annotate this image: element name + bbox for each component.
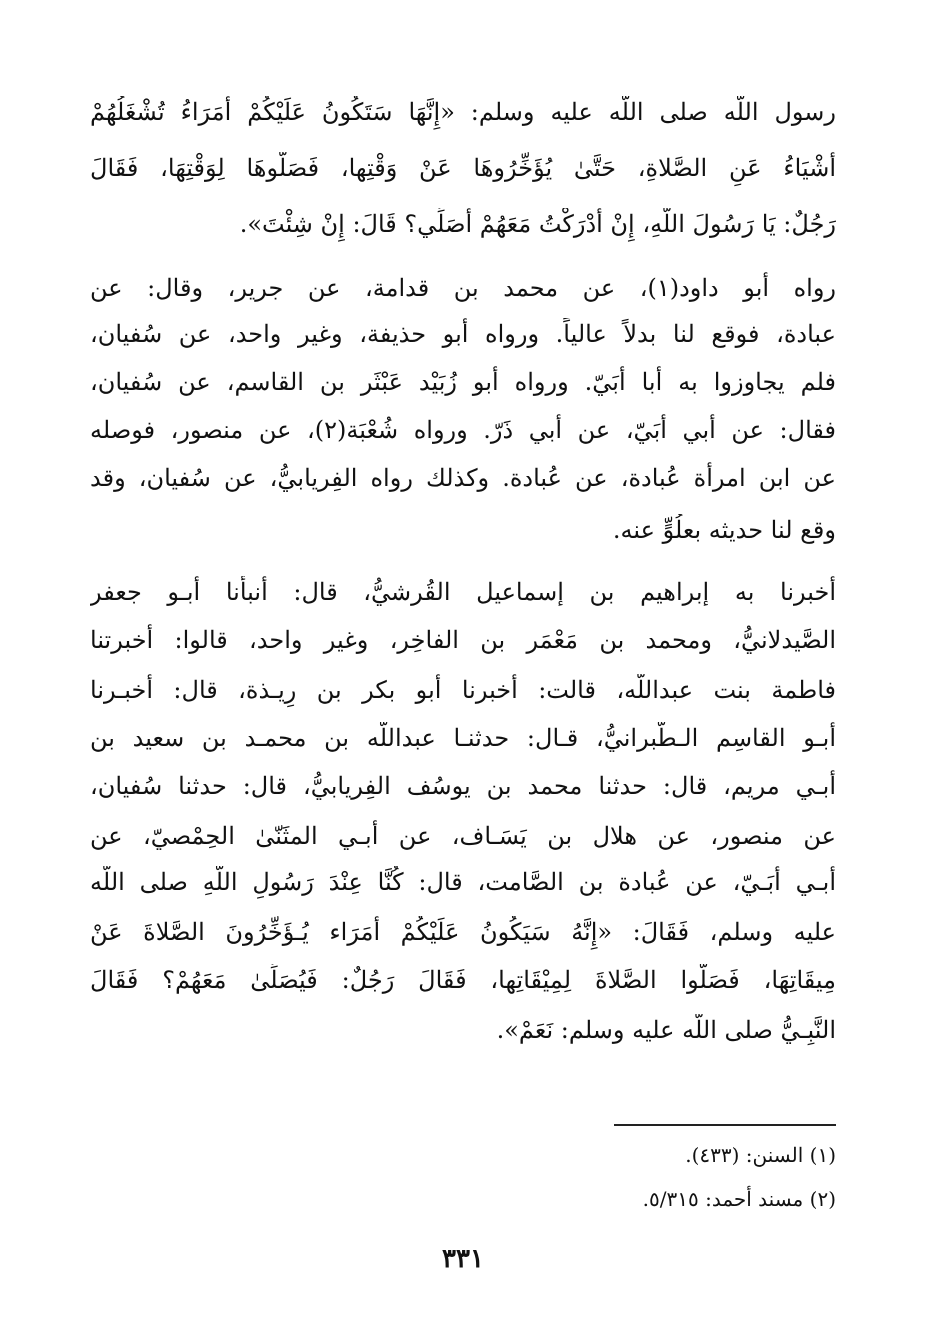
text-line: أَشْيَاءُ عَنِ الصَّلاةِ، حَتَّىٰ يُؤَخِّرُوهَا عَنْ وَقْتِها، فَصَلُّوهَا لِوَقْتِهَا، فَقَالَ	[90, 154, 836, 182]
text-line: فقال: عن أَبي أُبَيّ، عن أبي ذَرّ. ورواه شُعْبَة(٢)، عن منصور، فوصله	[90, 416, 836, 444]
text-line: أبـو القاسِم الـطَّبرانيُّ، قـال: حدثنـا عبداللّه بن محمـد بن سعيد بن	[90, 724, 836, 752]
text-line: رسول اللّه صلى اللّه عليه وسلم: «إِنَّهَا سَتَكُونُ عَلَيْكُمْ أُمَرَاءُ تُشْغَلُهُمْ	[90, 98, 836, 126]
text-line: رَجُلٌ: يَا رَسُولَ اللّهِ، إِنْ أَدْرَكْتُ مَعَهُمْ أُصَلِّي؟ قَالَ: إِنْ شِئْتَ».	[239, 210, 836, 238]
page-number: ٣٣١	[442, 1244, 484, 1274]
text-line: أخبرنا به إبراهيم بن إسماعيل القُرشيُّ، قال: أنبأنا أبـو جعفر	[90, 578, 836, 606]
text-line: مِيقَاتِهَا، فَصَلُّوا الصَّلاةَ لِمِيْقَاتِها، فَقَالَ رَجُلٌ: فَيُصَلِّىٰ مَعَهُمْ؟ فَقَالَ	[90, 966, 836, 994]
text-line: أبـي مريم، قال: حدثنا محمد بن يوسُف الفِريابيُّ، قال: حدثنا سُفيان،	[90, 772, 836, 800]
text-line: عن منصور، عن هلال بن يَسَـاف، عن أبـي المثَنّىٰ الحِمْصيّ، عن	[90, 822, 836, 850]
text-line: فلم يجاوزوا به أبا أُبَيّ. ورواه أبو زُبَيْد عَبْثَر بن القاسم، عن سُفيان،	[90, 368, 836, 396]
text-line: النَّبِـيُّ صلى اللّه عليه وسلم: نَعَمْ».	[496, 1016, 836, 1044]
footnote: (١) السنن: (٤٣٣).	[685, 1143, 836, 1167]
text-line: رواه أبو داود(١)، عن محمد بن قدامة، عن جرير، وقال: عن	[90, 274, 836, 302]
footnote: (٢) مسند أحمد: ٥/٣١٥.	[642, 1187, 836, 1211]
text-line: أبـي أُبَـيّ، عن عُبادة بن الصَّامت، قال: كُنَّا عِنْدَ رَسُولِ اللّهِ صلى اللّه	[90, 868, 836, 896]
text-line: عبادة، فوقع لنا بدلاً عالياً. ورواه أبو حذيفة، وغير واحد، عن سُفيان،	[90, 320, 836, 348]
footnote-divider	[614, 1124, 836, 1126]
text-line: فاطمة بنت عبداللّه، قالت: أخبرنا أبو بكر بن رِيـذة، قال: أخبـرنا	[90, 676, 836, 704]
text-line: عليه وسلم، فَقَالَ: «إِنَّهُ سَيَكُونُ عَلَيْكُمْ أُمَرَاء يُـؤَخِّرُونَ الصَّلاةَ عَنْ	[90, 918, 836, 946]
text-line: الصَّيدلانيُّ، ومحمد بن مَعْمَر بن الفاخِر، وغير واحد، قالوا: أخبرتنا	[90, 626, 836, 654]
text-line: وقع لنا حديثه بعلُوٍّ عنه.	[612, 516, 836, 544]
text-line: عن ابن امرأة عُبادة، عن عُبادة. وكذلك رواه الفِريابيُّ، عن سُفيان، وقد	[90, 464, 836, 492]
